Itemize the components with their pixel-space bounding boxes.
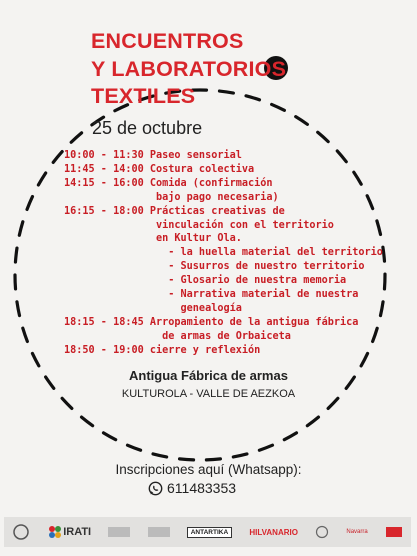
schedule-row: - la huella material del territorio [64,247,383,259]
schedule-row: 18:50 - 19:00 cierre y reflexión [64,344,261,356]
schedule-row: - Susurros de nuestro territorio [64,261,365,273]
circle-logo-icon [12,523,30,541]
sponsor-footer [4,517,411,547]
schedule-row: 18:15 - 18:45 Arropamiento de la antigua fábrica [64,316,359,328]
schedule-row: - Narrativa material de nuestra [64,289,359,301]
sponsor-logo-1 [12,523,30,541]
navarra-logo: Navarra [346,529,368,535]
whatsapp-icon [148,481,163,496]
venue-block [0,367,417,402]
flower-logo-icon [47,524,63,540]
title-line-3: TEXTILES [91,84,196,108]
irati-logo-text: IRATI [63,526,92,538]
schedule-row: vinculación con el territorio [64,219,334,231]
schedule-row: de armas de Orbaiceta [64,330,291,342]
schedule-list [64,149,383,358]
phone-contact[interactable] [148,480,236,496]
schedule-row: - Glosario de nuestra memoria [64,275,347,287]
venue-place: KULTUROLA - VALLE DE AEZKOA [121,388,296,400]
title-line-2: Y LABORATORIOS [91,56,287,81]
event-date: 25 de octubre [92,118,203,138]
schedule-row: bajo pago necesaria) [64,191,279,203]
sponsor-logo-text-block [108,527,130,537]
schedule-row: genealogía [64,302,242,314]
schedule-row: en Kultur Ola. [64,233,242,245]
schedule-row: 11:45 - 14:00 Costura colectiva [64,163,255,175]
venue-name: Antigua Fábrica de armas [129,368,288,383]
hilvanario-logo: HILVANARIO [249,527,298,537]
sponsor-logo-irati [47,524,91,540]
schedule-row: 16:15 - 18:00 Prácticas creativas de [64,205,285,217]
antartika-logo: ANTARTIKA [187,527,232,538]
emblem-logo-icon [385,526,403,538]
poster-title [91,28,286,111]
schedule-row: 14:15 - 16:00 Comida (confirmación [64,177,273,189]
phone-number: 611483353 [167,480,237,496]
schedule-row: 10:00 - 11:30 Paseo sensorial [64,150,242,161]
seal-logo-icon [315,525,329,539]
title-line-1: ENCUENTROS [91,29,244,53]
signup-text: Inscripciones aquí (Whatsapp): [115,462,302,477]
sponsor-logo-gov [148,527,170,537]
